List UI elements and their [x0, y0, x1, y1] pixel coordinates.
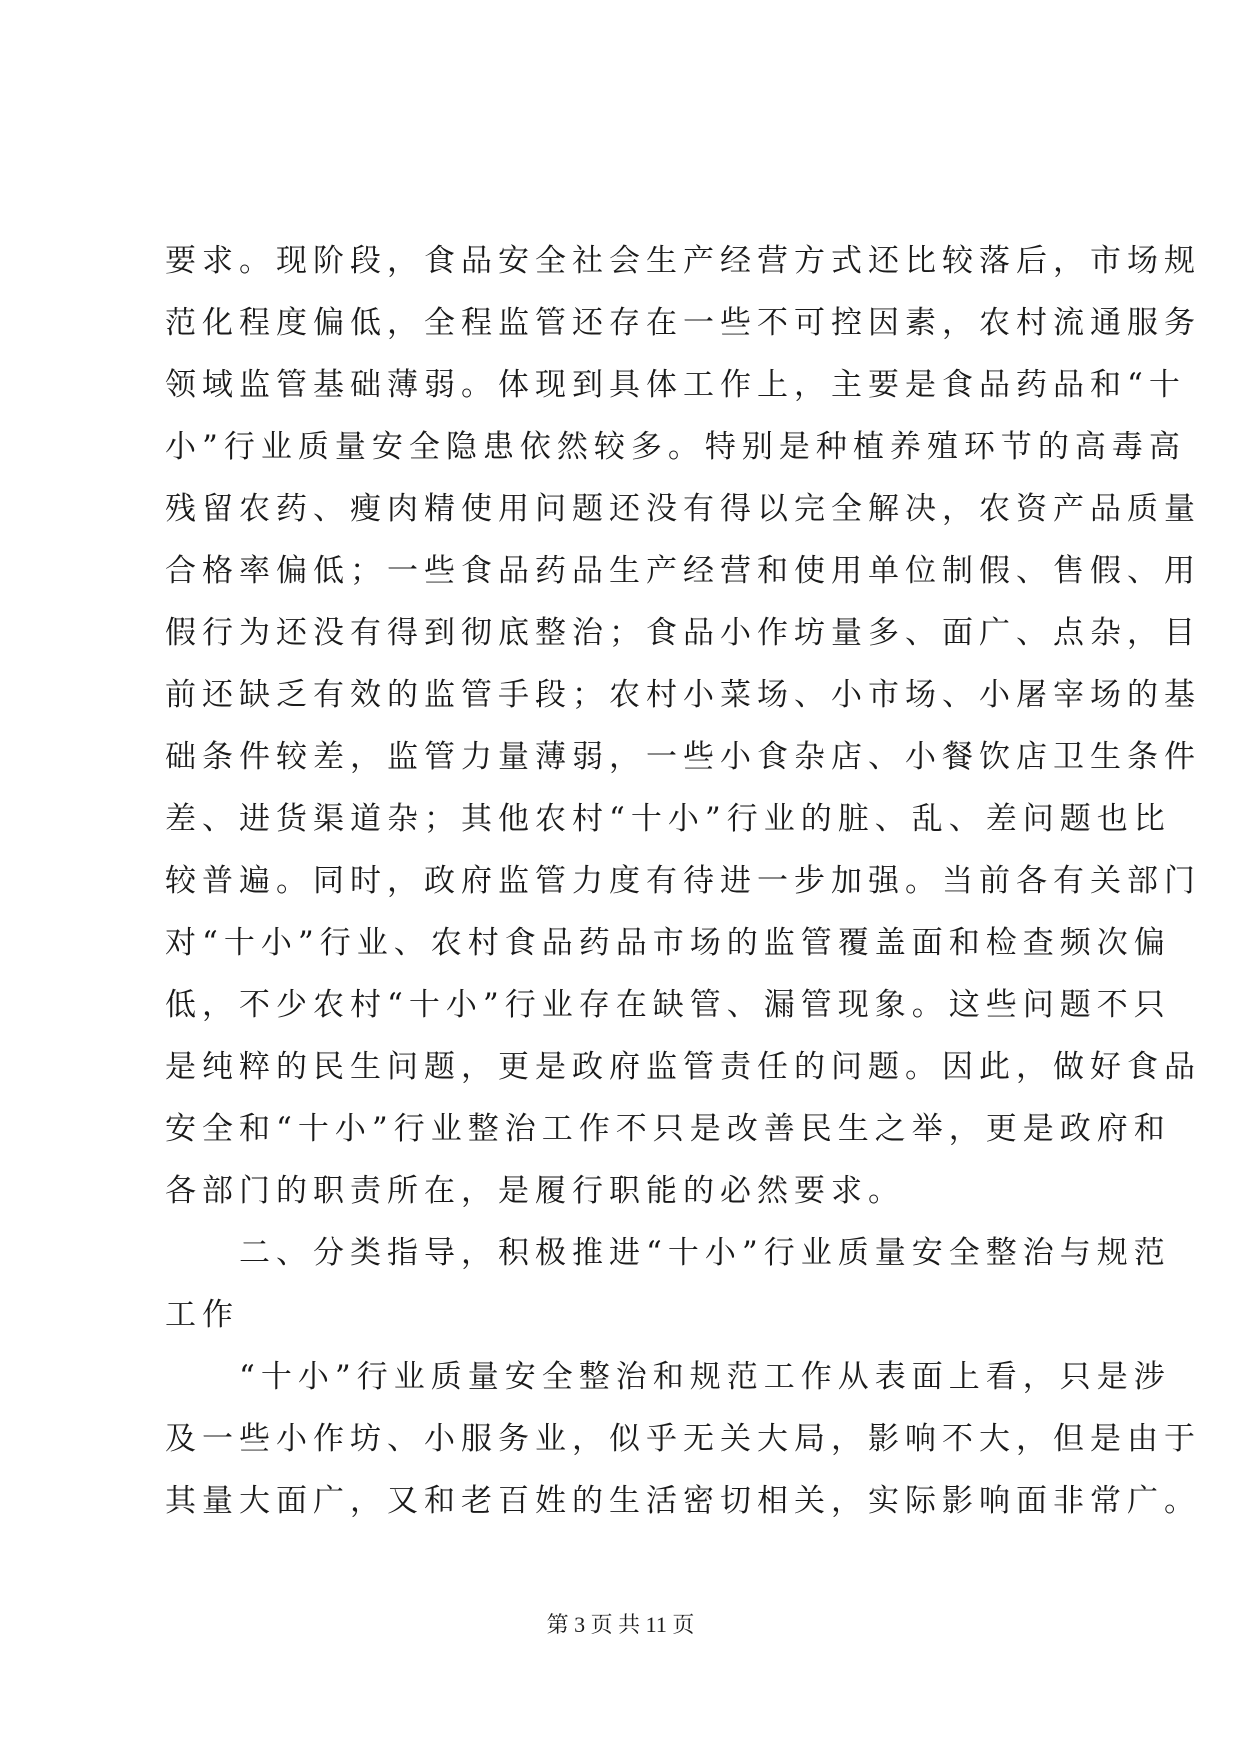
text-line: “十小”行业质量安全整治和规范工作从表面上看，只是涉	[239, 1359, 1171, 1395]
body-text	[165, 230, 1201, 1532]
text-line: 对“十小”行业、农村食品药品市场的监管覆盖面和检查频次偏	[165, 925, 1171, 961]
text-line: 前还缺乏有效的监管手段；农村小菜场、小市场、小屠宰场的基	[165, 677, 1201, 713]
text-line: 差、进货渠道杂；其他农村“十小”行业的脏、乱、差问题也比	[165, 801, 1171, 837]
text-line: 假行为还没有得到彻底整治；食品小作坊量多、面广、点杂，目	[165, 615, 1201, 651]
text-line: 是纯粹的民生问题，更是政府监管责任的问题。因此，做好食品	[165, 1049, 1201, 1085]
text-line: 合格率偏低；一些食品药品生产经营和使用单位制假、售假、用	[165, 553, 1201, 589]
section-heading-line: 二、分类指导，积极推进“十小”行业质量安全整治与规范	[239, 1235, 1171, 1271]
text-line: 范化程度偏低，全程监管还存在一些不可控因素，农村流通服务	[165, 305, 1201, 341]
text-line: 各部门的职责所在，是履行职能的必然要求。	[165, 1173, 905, 1209]
text-line: 要求。现阶段，食品安全社会生产经营方式还比较落后，市场规	[165, 243, 1201, 279]
text-line: 领域监管基础薄弱。体现到具体工作上，主要是食品药品和“十	[165, 367, 1186, 403]
text-line: 较普遍。同时，政府监管力度有待进一步加强。当前各有关部门	[165, 863, 1201, 899]
text-line: 及一些小作坊、小服务业，似乎无关大局，影响不大，但是由于	[165, 1421, 1201, 1457]
text-line: 安全和“十小”行业整治工作不只是改善民生之举，更是政府和	[165, 1111, 1171, 1147]
text-line: 残留农药、瘦肉精使用问题还没有得以完全解决，农资产品质量	[165, 491, 1201, 527]
text-line: 础条件较差，监管力量薄弱，一些小食杂店、小餐饮店卫生条件	[165, 739, 1201, 775]
page-number-footer: 第 3 页 共 11 页	[546, 1612, 695, 1637]
text-line: 其量大面广，又和老百姓的生活密切相关，实际影响面非常广。	[165, 1483, 1201, 1519]
text-line: 小”行业质量安全隐患依然较多。特别是种植养殖环节的高毒高	[165, 429, 1186, 465]
text-line: 低，不少农村“十小”行业存在缺管、漏管现象。这些问题不只	[165, 987, 1171, 1023]
section-heading-line: 工作	[165, 1297, 239, 1333]
